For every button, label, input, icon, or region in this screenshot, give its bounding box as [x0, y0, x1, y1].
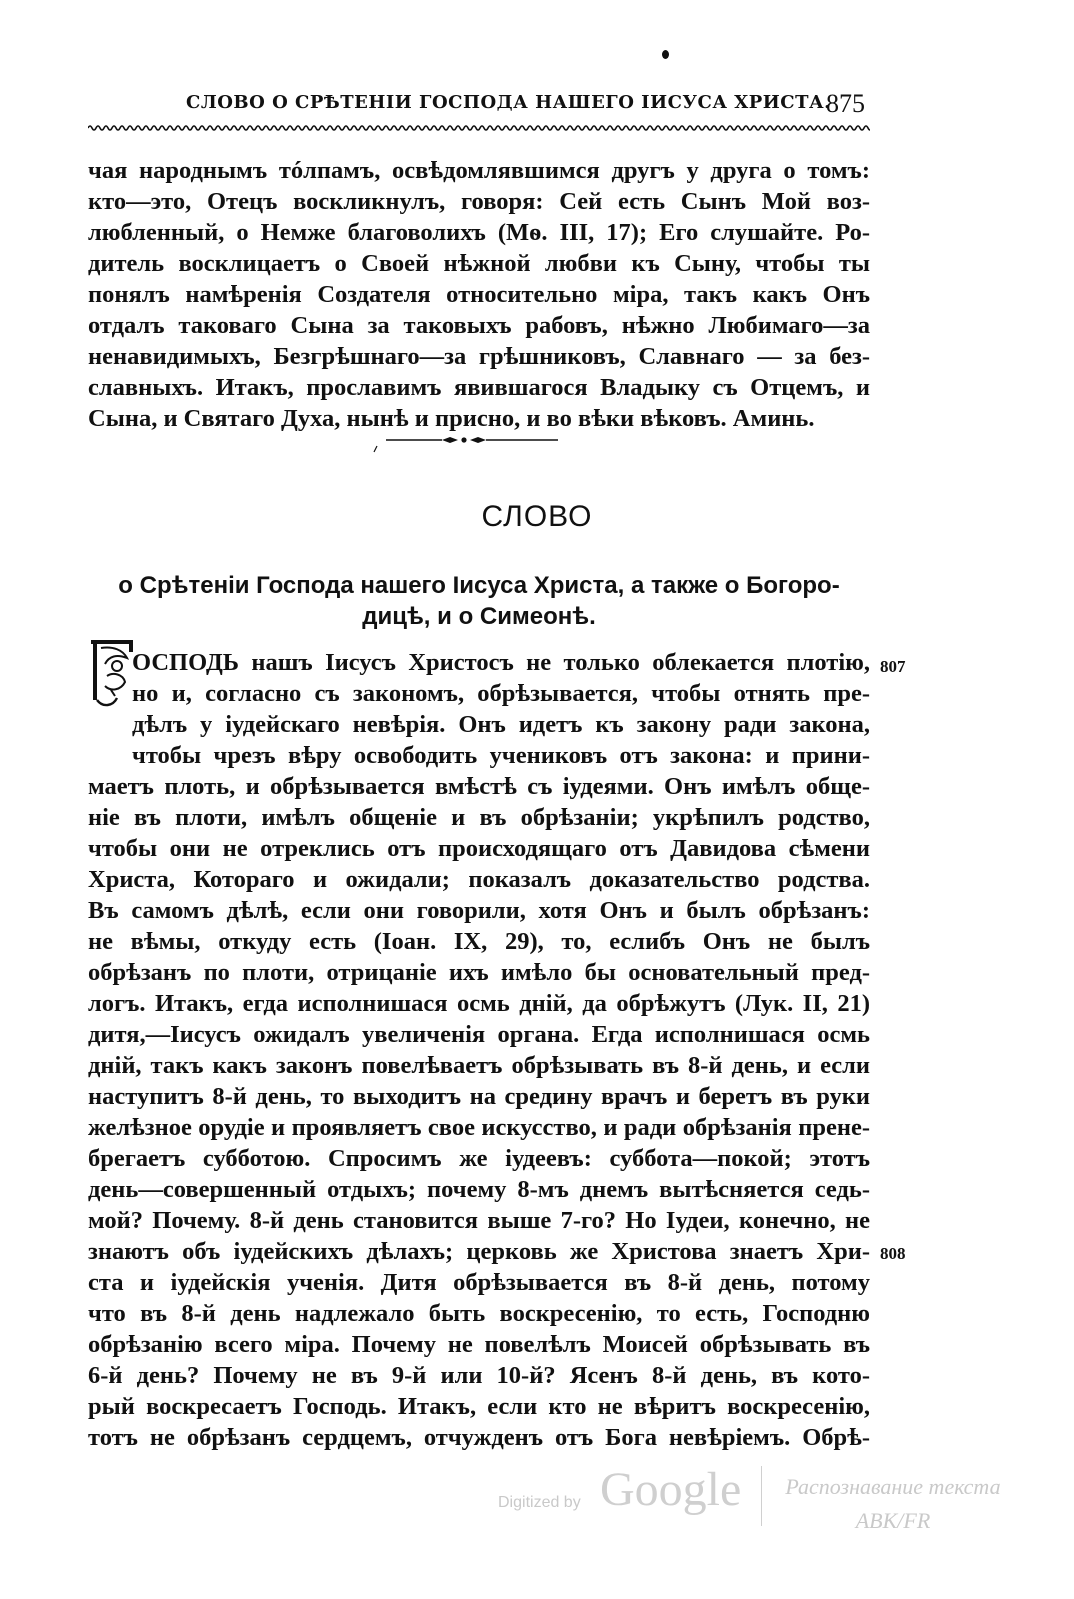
text-line: славныхъ. Итакъ, прославимъ явившагося Владыку съ Отцемъ, и: [88, 374, 870, 401]
text-line: тотъ не обрѣзанъ сердцемъ, отчужденъ отъ Бога невѣріемъ. Обрѣ-: [88, 1424, 870, 1451]
text-line: 6-й день? Почему не въ 9-й или 10-й? Ясенъ 8-й день, въ кото-: [88, 1362, 870, 1389]
header-wavy-rule: [88, 123, 870, 133]
running-head: СЛОВО О СРѢТЕНІИ ГОСПОДА НАШЕГО ІИСУСА ХРИСТА.: [186, 92, 831, 113]
text-line: логъ. Итакъ, егда исполнишася осмь дній, да обрѣжутъ (Лук. II, 21): [88, 990, 870, 1017]
section-divider-ornament: [372, 436, 562, 456]
text-line: ОСПОДЬ нашъ Іисусъ Христосъ не только облекается плотію,: [132, 649, 870, 676]
text-line: дній, такъ какъ законъ повелѣваетъ обрѣзывать въ 8-й день, и если: [88, 1052, 870, 1079]
text-line: ненавидимыхъ, Безгрѣшнаго—за грѣшниковъ, Славнаго — за без-: [88, 343, 870, 370]
text-line: чая народнымъ тóлпамъ, освѣдомлявшимся другъ у друга о томъ:: [88, 157, 870, 184]
text-line: [88, 186, 870, 217]
page-number: 875: [826, 89, 865, 118]
text-line: рый воскресаетъ Господь. Итакъ, если кто не вѣритъ воскресенію,: [88, 1393, 870, 1420]
text-line: Христа, Котораго и ожидали; показалъ доказательство родства.: [88, 866, 870, 893]
subtitle-line: дицѣ, и о Симеонѣ.: [362, 603, 596, 630]
text-line: ста и іудейскія ученія. Дитя обрѣзывается въ 8-й день, потому: [88, 1269, 870, 1296]
text-line: не вѣмы, откуду есть (Іоан. IX, 29), то, еслибъ Онъ не былъ: [88, 928, 870, 955]
text-line: понялъ намѣренія Создателя относительно міра, такъ какъ Онъ: [88, 281, 870, 308]
sermon-subtitle: [88, 570, 870, 632]
text-line: желѣзное орудіе и проявляетъ свое искусство, и ради обрѣзанія прене-: [88, 1114, 870, 1141]
text-line: дитель восклицаетъ о Своей нѣжной любви къ Сыну, чтобы ты: [88, 250, 870, 277]
text-line: дитя,—Іисусъ ожидалъ увеличенія органа. Егда исполнишася осмь: [88, 1021, 870, 1048]
google-watermark: Google: [600, 1463, 742, 1516]
ink-dot: [662, 50, 669, 59]
text-line: любленный, о Немже благоволихъ (Мѳ. III, 17); Его слушайте. Ро-: [88, 219, 870, 246]
text-line: мой? Почему. 8-й день становится выше 7-го? Но Іудеи, конечно, не: [88, 1207, 870, 1234]
text-line: брегаетъ субботою. Спросимъ же іудеевъ: суббота—покой; этотъ: [88, 1145, 870, 1172]
text-line-content: кто—это, Отецъ воскликнулъ, говоря: Сей есть Сынъ Мой воз-: [88, 188, 870, 215]
text-line: отдалъ таковаго Сына за таковыхъ рабовъ, нѣжно Любимаго—за: [88, 312, 870, 339]
text-line: но и, согласно съ закономъ, обрѣзывается, чтобы отнять пре-: [132, 680, 870, 707]
text-line: чтобы чрезъ вѣру освободить учениковъ отъ закона: и прини-: [132, 742, 870, 769]
text-line: Въ самомъ дѣлѣ, если они говорили, хотя Онъ и былъ обрѣзанъ:: [88, 897, 870, 924]
ocr-credit: [768, 1470, 1018, 1538]
subtitle-line: о Срѣтеніи Господа нашего Іисуса Христа, а также о Богоро-: [118, 572, 840, 599]
text-line: знаютъ объ іудейскихъ дѣлахъ; церковь же Христова знаетъ Хри-: [88, 1238, 870, 1265]
digitized-by-label: Digitized by: [498, 1494, 581, 1511]
text-line: Сына, и Святаго Духа, нынѣ и присно, и во вѣки вѣковъ. Аминь.: [88, 405, 815, 432]
text-line: маетъ плоть, и обрѣзывается вмѣстѣ съ іудеями. Онъ имѣлъ обще-: [88, 773, 870, 800]
ocr-credit-line: ABK/FR: [855, 1508, 931, 1533]
text-line: обрѣзанъ по плоти, отрицаніе ихъ имѣло бы основательный пред-: [88, 959, 870, 986]
sermon-title: СЛОВО: [481, 500, 593, 533]
text-line: дѣлъ у іудейскаго невѣрія. Онъ идетъ къ закону ради закона,: [132, 711, 870, 738]
ocr-credit-line: Распознавание текста: [785, 1474, 1001, 1499]
text-line: день—совершенный отдыхъ; почему 8-мъ днемъ вытѣсняется седь-: [88, 1176, 870, 1203]
previous-sermon-ending: [88, 155, 870, 434]
text-line: наступитъ 8-й день, то выходитъ на средину врачъ и беретъ въ руки: [88, 1083, 870, 1110]
margin-column-number: 808: [880, 1244, 906, 1263]
text-line: что въ 8-й день надлежало быть воскресенію, то есть, Господню: [88, 1300, 870, 1327]
text-line: ніе въ плоти, имѣлъ общеніе и въ обрѣзаніи; укрѣпилъ родство,: [88, 804, 870, 831]
text-line: чтобы они не отреклись отъ происходящаго отъ Давидова сѣмени: [88, 835, 870, 862]
sermon-body: [88, 647, 870, 1453]
text-line: обрѣзанію всего міра. Почему не повелѣлъ Моисей обрѣзывать въ: [88, 1331, 870, 1358]
footer-divider: [761, 1466, 762, 1526]
margin-column-number: 807: [880, 657, 906, 676]
